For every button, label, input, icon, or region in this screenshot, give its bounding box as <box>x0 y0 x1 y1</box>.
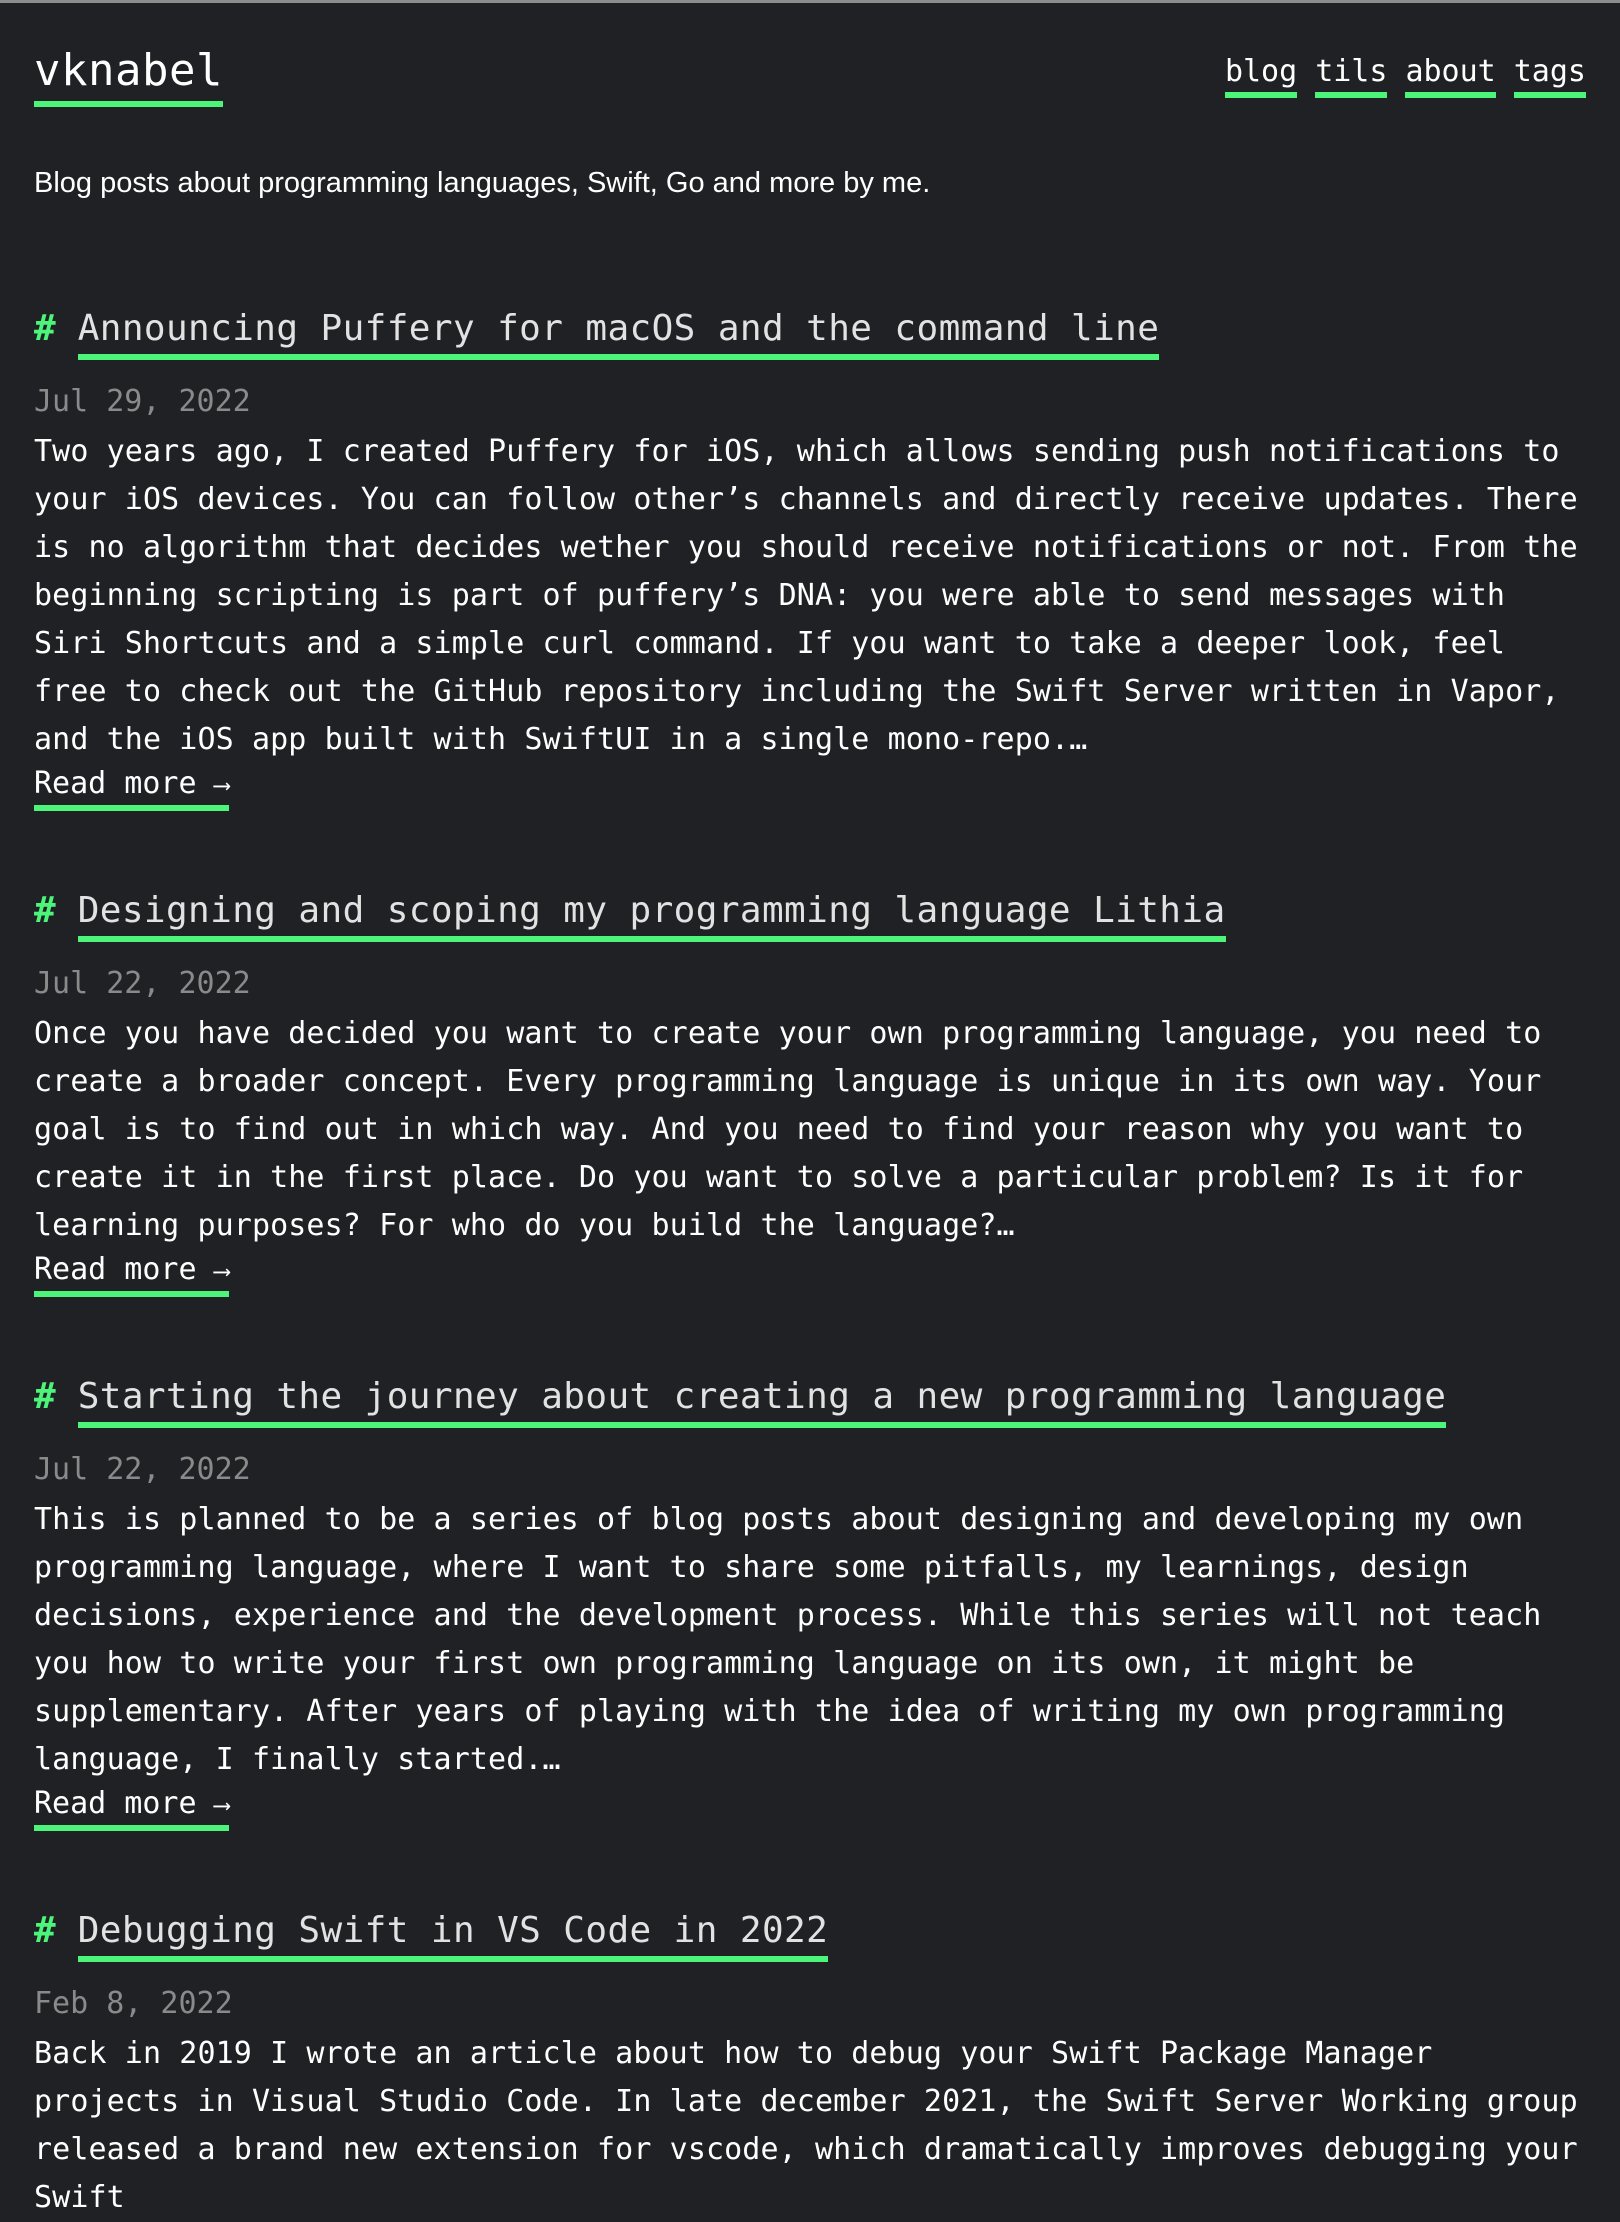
nav-item-tags[interactable]: tags <box>1514 55 1586 98</box>
heading-hash-icon: # <box>34 1376 56 1417</box>
post-date: Feb 8, 2022 <box>34 1986 233 2021</box>
post-item <box>34 305 1586 811</box>
post-heading <box>34 1373 1586 1428</box>
site-logo-link[interactable]: vknabel <box>34 45 223 107</box>
read-more-link[interactable] <box>34 1784 229 1831</box>
arrow-right-icon: ⟶ <box>214 1257 230 1285</box>
post-list <box>34 305 1586 2222</box>
post-heading <box>34 305 1586 360</box>
nav-item-tils[interactable]: tils <box>1315 55 1387 98</box>
arrow-right-icon: ⟶ <box>214 1791 230 1819</box>
post-date: Jul 22, 2022 <box>34 1452 251 1487</box>
post-heading <box>34 1907 1586 1962</box>
post-item <box>34 1907 1586 2222</box>
site-header <box>34 3 1586 113</box>
post-title-link[interactable]: Debugging Swift in VS Code in 2022 <box>78 1907 829 1962</box>
arrow-right-icon: ⟶ <box>214 771 230 799</box>
post-excerpt: This is planned to be a series of blog posts about designing and developing my own programming language, where I want to share some pitfalls, my learnings, design decisions, experience and the development process. While this series will not teach you how to write your first own programming language on its own, it might be supplementary. After years of playing with the idea of writing my own programming language, I finally started.… <box>34 1502 1542 1777</box>
heading-hash-icon: # <box>34 890 56 931</box>
read-more-link[interactable] <box>34 764 229 811</box>
main-nav <box>1225 55 1586 98</box>
site-subtitle: Blog posts about programming languages, Swift, Go and more by me. <box>34 167 931 199</box>
nav-item-about[interactable]: about <box>1405 55 1495 98</box>
post-date: Jul 22, 2022 <box>34 966 251 1001</box>
post-excerpt: Two years ago, I created Puffery for iOS, which allows sending push notifications to your iOS devices. You can follow other’s channels and directly receive updates. There is no algorithm that decides wether you should receive notifications or not. From the beginning scripting is part of puffery’s DNA: you were able to send messages with Siri Shortcuts and a simple curl command. If you want to take a deeper look, feel free to check out the GitHub repository including the Swift Server written in Vapor, and the iOS app built with SwiftUI in a single mono-repo.… <box>34 434 1578 757</box>
read-more-label: Read more <box>34 766 197 801</box>
read-more-label: Read more <box>34 1786 197 1821</box>
nav-item-blog[interactable]: blog <box>1225 55 1297 98</box>
read-more-link[interactable] <box>34 1250 229 1297</box>
post-title-link[interactable]: Starting the journey about creating a new programming language <box>78 1373 1447 1428</box>
post-date: Jul 29, 2022 <box>34 384 251 419</box>
post-item <box>34 1373 1586 1831</box>
heading-hash-icon: # <box>34 1910 56 1951</box>
post-heading <box>34 887 1586 942</box>
heading-hash-icon: # <box>34 308 56 349</box>
read-more-label: Read more <box>34 1252 197 1287</box>
post-title-link[interactable]: Announcing Puffery for macOS and the command line <box>78 305 1160 360</box>
post-excerpt: Once you have decided you want to create your own programming language, you need to create a broader concept. Every programming language is unique in its own way. Your goal is to find out in which way. And you need to find your reason why you want to create it in the first place. Do you want to solve a particular problem? Is it for learning purposes? For who do you build the language?… <box>34 1016 1542 1243</box>
post-item <box>34 887 1586 1297</box>
post-excerpt: Back in 2019 I wrote an article about how to debug your Swift Package Manager projects in Visual Studio Code. In late december 2021, the Swift Server Working group released a brand new extension for vscode, which dramatically improves debugging your Swift <box>34 2036 1578 2215</box>
post-title-link[interactable]: Designing and scoping my programming language Lithia <box>78 887 1226 942</box>
page <box>0 3 1620 2222</box>
